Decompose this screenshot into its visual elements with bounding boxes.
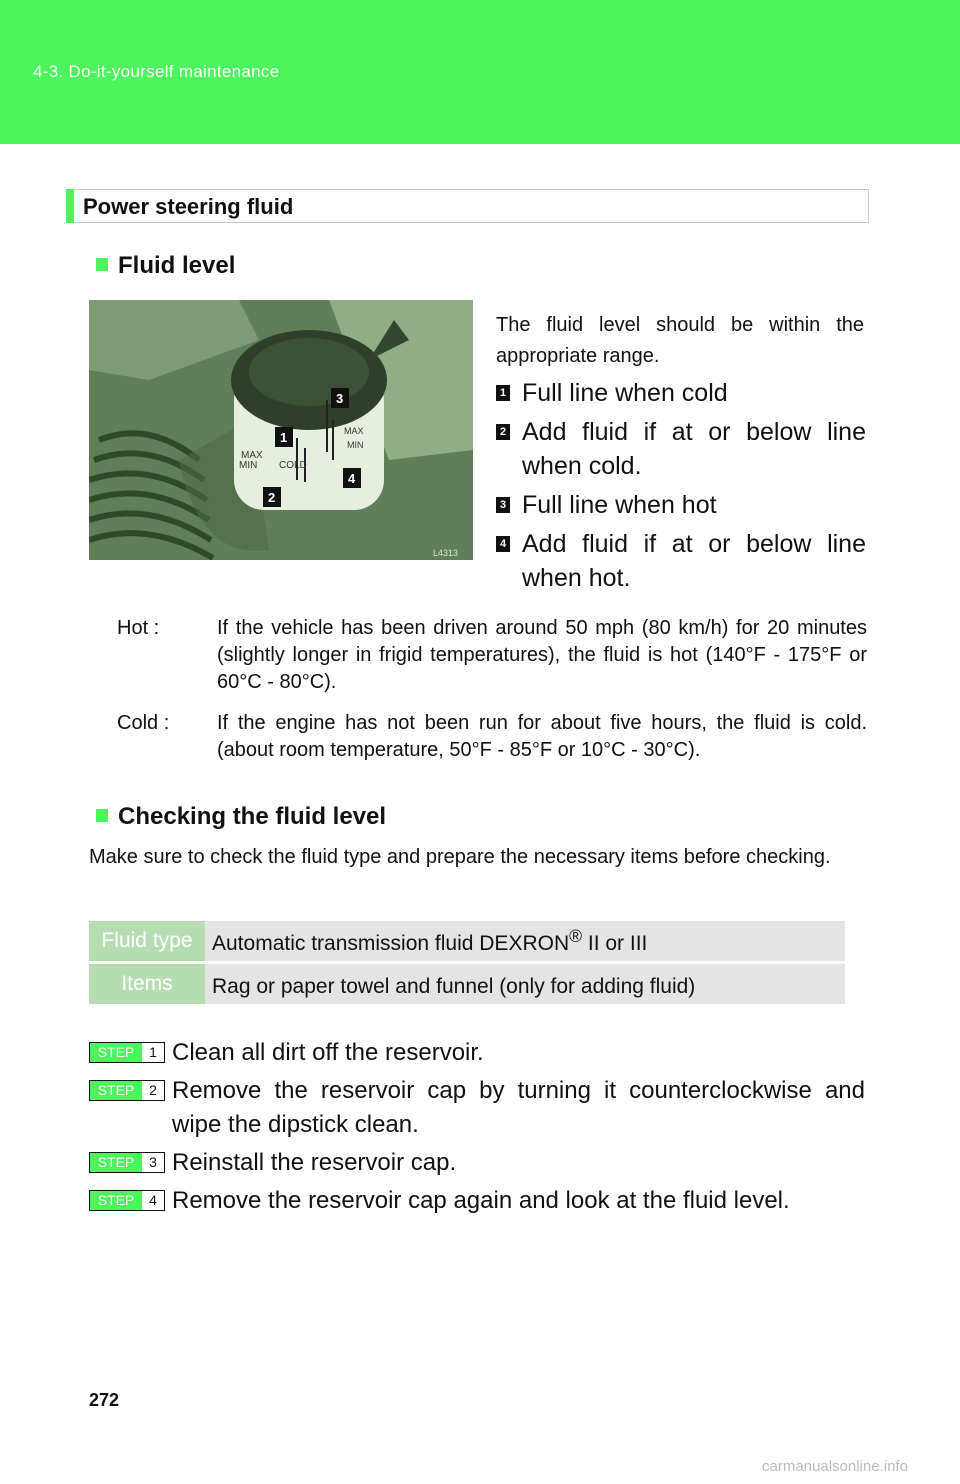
step-list	[89, 1036, 865, 1222]
step-item	[89, 1074, 865, 1142]
row-value: Rag or paper towel and funnel (only for adding fluid)	[205, 964, 845, 1004]
section-title: Power steering fluid	[83, 194, 294, 219]
definition-cold	[117, 710, 867, 764]
step-text: Reinstall the reservoir cap.	[172, 1149, 457, 1176]
step-text: Remove the reservoir cap by turning it counterclockwise and wipe the dipstick clean.	[172, 1077, 865, 1138]
definition-term: Hot :	[117, 617, 160, 639]
step-text: Clean all dirt off the reservoir.	[172, 1039, 484, 1066]
definition-text: If the engine has not been run for about five hours, the fluid is cold. (about room temperature, 50°F - 85°F or 10°C - 30°C).	[217, 712, 867, 761]
page-number: 272	[89, 1390, 120, 1410]
step-badge: STEP 2	[89, 1080, 165, 1101]
requirements-table	[89, 918, 845, 1007]
definition-text: If the vehicle has been driven around 50 mph (80 km/h) for 20 minutes (slightly longer in frigid temperatures), the fluid is hot (140°F - 175°F or 60°C - 80°C).	[217, 617, 867, 693]
bullet-square-icon	[96, 809, 108, 822]
step-item	[89, 1184, 865, 1218]
table-row	[89, 964, 845, 1004]
subheading-text: Fluid level	[118, 252, 236, 279]
chapter-title: 4-3. Do-it-yourself maintenance	[33, 62, 280, 81]
step-item	[89, 1036, 865, 1070]
photo-label-min-hot: MIN	[347, 440, 364, 450]
subheading-fluid-level	[96, 252, 235, 280]
photo-label-cold: COLD	[279, 460, 307, 471]
step-badge: STEP 3	[89, 1152, 165, 1173]
checking-paragraph: Make sure to check the fluid type and prepare the necessary items before checking.	[89, 846, 831, 868]
section-accent	[66, 189, 74, 223]
subheading-text: Checking the fluid level	[118, 803, 387, 830]
bullet-square-icon	[96, 258, 108, 271]
photo-callout-1: 1	[280, 430, 288, 445]
step-badge: STEP 1	[89, 1042, 165, 1063]
callout-text: Full line when cold	[522, 379, 728, 407]
reservoir-illustration	[89, 300, 473, 560]
callout-item	[496, 415, 866, 483]
photo-callout-4: 4	[348, 471, 356, 486]
callout-text: Add fluid if at or below line when hot.	[522, 530, 866, 592]
callout-item	[496, 527, 866, 595]
photo-label-max-hot: MAX	[344, 426, 364, 436]
callout-number: 2	[496, 424, 510, 440]
photo-label-max: MAX	[241, 450, 263, 461]
photo-callout-3: 3	[336, 391, 344, 406]
photo-code-label: L4313	[433, 548, 459, 558]
reservoir-photo	[89, 300, 473, 560]
row-label: Fluid type	[89, 921, 205, 961]
callout-item	[496, 376, 866, 410]
callout-item	[496, 488, 866, 522]
section-header	[66, 189, 869, 223]
definition-term: Cold :	[117, 712, 170, 734]
subheading-checking	[96, 803, 386, 831]
temperature-definitions	[117, 615, 867, 778]
table-row	[89, 921, 845, 961]
callout-text: Add fluid if at or below line when cold.	[522, 418, 866, 480]
callout-number: 4	[496, 536, 510, 552]
row-label: Items	[89, 964, 205, 1004]
callout-text: Full line when hot	[522, 491, 717, 519]
fluid-level-intro: The fluid level should be within the appropriate range.	[496, 314, 864, 367]
photo-callout-2: 2	[268, 490, 276, 505]
watermark: carmanualsonline.info	[762, 1458, 908, 1475]
callout-list	[496, 376, 866, 600]
step-badge: STEP 4	[89, 1190, 165, 1211]
photo-label-min: MIN	[239, 460, 258, 471]
step-text: Remove the reservoir cap again and look at the fluid level.	[172, 1187, 790, 1214]
callout-number: 1	[496, 385, 510, 401]
callout-number: 3	[496, 497, 510, 513]
definition-hot	[117, 615, 867, 696]
row-value: Automatic transmission fluid DEXRON® II or III	[205, 921, 845, 961]
step-item	[89, 1146, 865, 1180]
